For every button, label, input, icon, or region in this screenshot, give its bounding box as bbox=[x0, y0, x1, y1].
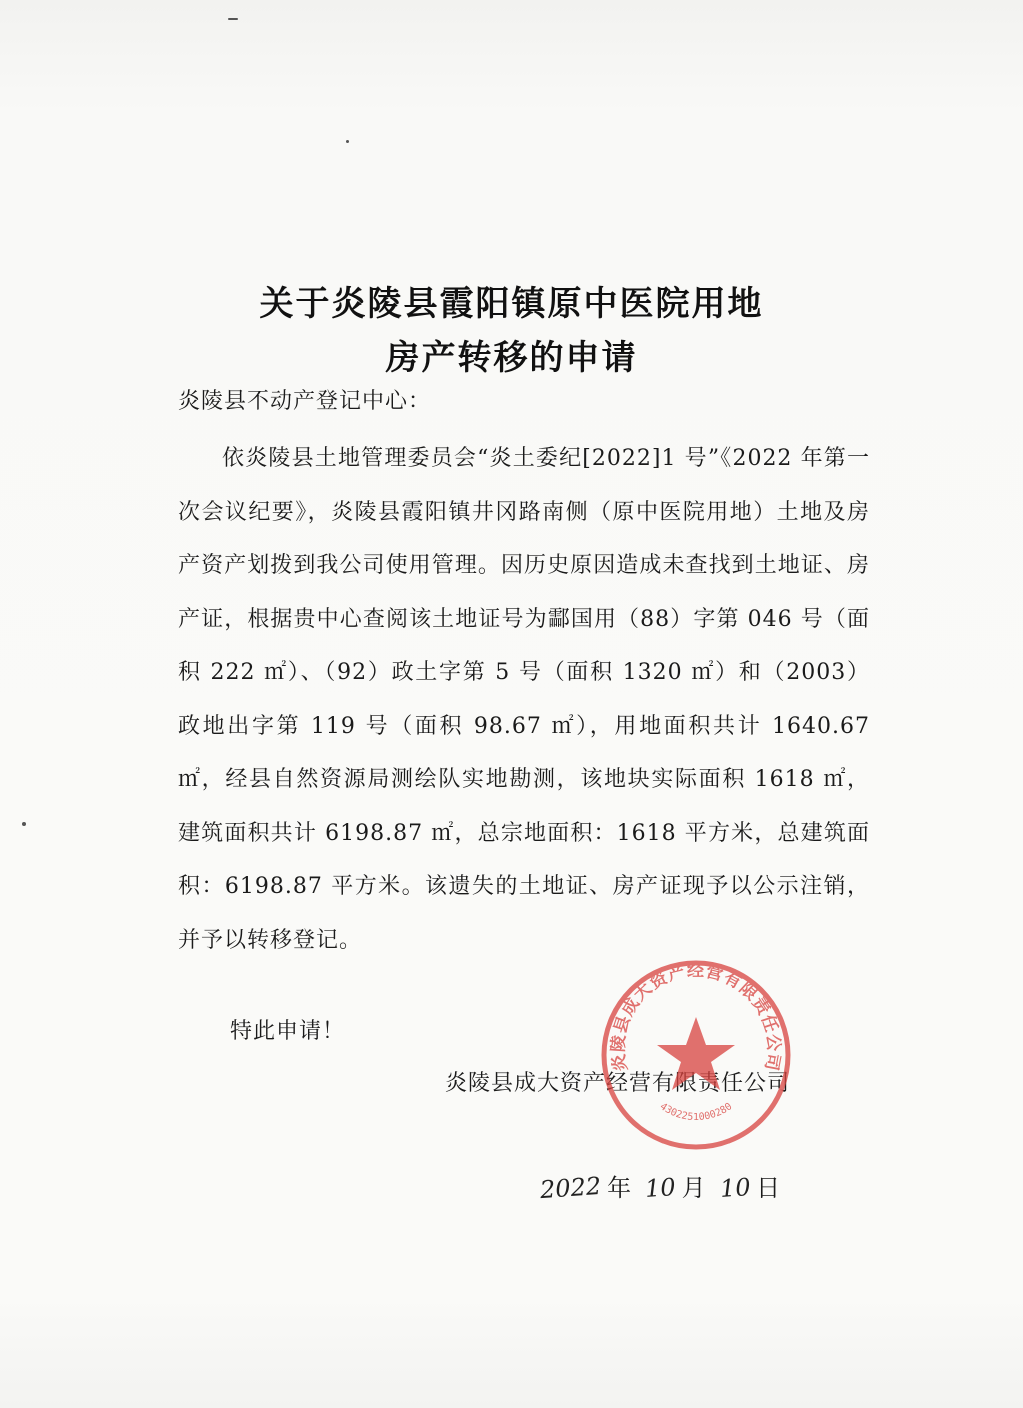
document-title-line-1: 关于炎陵县霞阳镇原中医院用地 bbox=[259, 284, 764, 324]
closing-line: 特此申请！ bbox=[230, 1019, 346, 1044]
stamp-code: 4302251000280 bbox=[657, 1101, 735, 1124]
date-month: 10 bbox=[644, 1172, 677, 1204]
salutation: 炎陵县不动产登记中心： bbox=[178, 389, 432, 414]
date-day-unit: 日 bbox=[756, 1174, 781, 1202]
date-year: 2022 bbox=[539, 1171, 602, 1205]
star-icon bbox=[657, 1017, 735, 1090]
stamp-text: 炎陵县成大资产经营有限责任公司 bbox=[608, 961, 784, 1073]
date-day: 10 bbox=[718, 1172, 752, 1204]
company-seal-stamp bbox=[596, 955, 796, 1155]
date-month-unit: 月 bbox=[681, 1174, 706, 1202]
date-line bbox=[540, 1168, 794, 1203]
scan-speck bbox=[228, 18, 238, 20]
body-paragraph: 依炎陵县土地管理委员会“炎土委纪[2022]1 号”《2022 年第一次会议纪要》，炎陵县霞阳镇井冈路南侧（原中医院用地）土地及房产资产划拨到我公司使用管理。因历史原因造成未查找到土地证、房产证，根据贵中心查阅该土地证号为酃国用（88）字第 046 号（面积 222 ㎡）、（92）政土字第 5 号（面积 1320 ㎡）和（2003）政地出字第 119 号（面积 98.67 ㎡），用地面积共计 1640.67 ㎡，经县自然资源局测绘队实地勘测，该地块实际面积 1618 ㎡，建筑面积共计 6198.87 ㎡，总宗地面积：1618 平方米，总建筑面积：6198.87 平方米。该遗失的土地证、房产证现予以公示注销，并予以转移登记。 bbox=[178, 446, 870, 953]
date-year-unit: 年 bbox=[607, 1174, 632, 1202]
scan-speck bbox=[22, 822, 26, 826]
document-title-line-2: 房产转移的申请 bbox=[385, 338, 638, 378]
scan-speck bbox=[346, 140, 349, 143]
company-signature: 炎陵县成大资产经营有限责任公司 bbox=[445, 1071, 791, 1096]
